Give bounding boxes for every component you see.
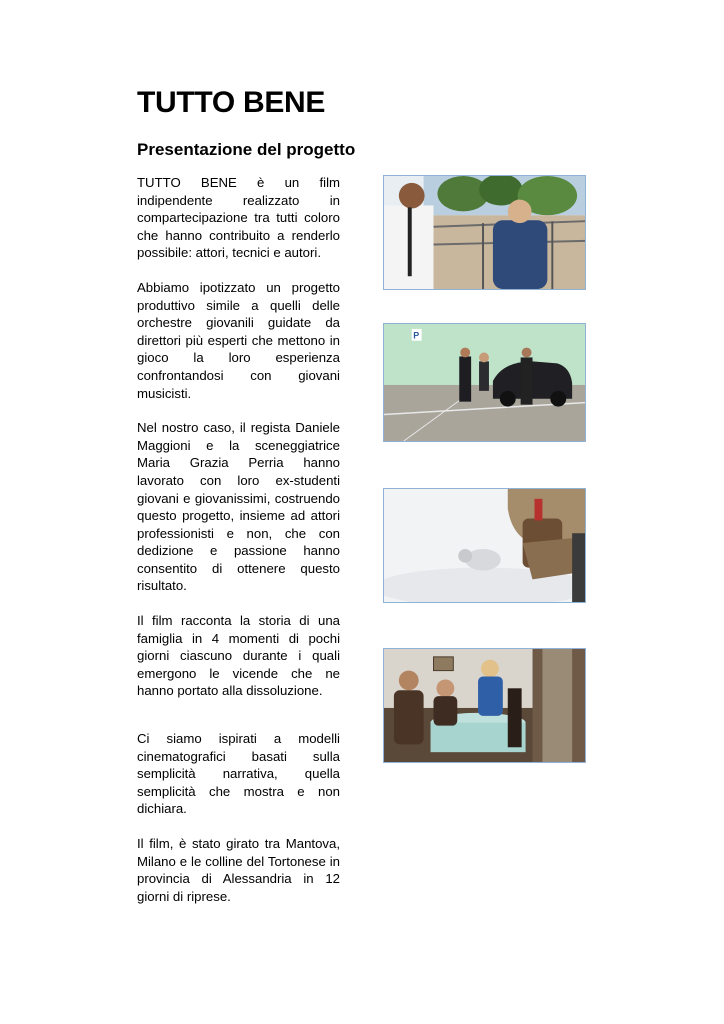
- paragraph-4: Il film racconta la storia di una famiglia in 4 momenti di pochi giorni ciascuno durante i quali emergono le vicende che ne hanno portato alla dissoluzione.: [137, 613, 340, 699]
- paragraph-3: Nel nostro caso, il regista Daniele Maggioni e la sceneggiatrice Maria Grazia Perria hanno lavorato con loro ex-studenti giovani e giovanissimi, costruendo questo progetto, insieme ad attori professionisti e non, che con dedizione e passione hanno consentito di ottenere questo risultato.: [137, 420, 340, 594]
- body-text: [137, 174, 340, 922]
- photo-snow-scene: [383, 488, 586, 603]
- photo-dinner-table: [383, 648, 586, 763]
- photo-two-men-by-railing: [383, 175, 586, 290]
- document-title: TUTTO BENE: [137, 86, 326, 119]
- paragraph-2: Abbiamo ipotizzato un progetto produttivo simile a quelli delle orchestre giovanili guidate da direttori più esperti che mettono in gioco la loro esperienza confrontandosi con giovani musicisti.: [137, 279, 340, 401]
- paragraph-5: Ci siamo ispirati a modelli cinematografici basati sulla semplicità narrativa, quella semplicità che mostra e non dichiara.: [137, 731, 340, 817]
- photo-parking-lot-car: [383, 323, 586, 442]
- section-heading: Presentazione del progetto: [137, 140, 356, 159]
- paragraph-6: Il film, è stato girato tra Mantova, Milano e le colline del Tortonese in provincia di Alessandria in 12 giorni di riprese.: [137, 836, 340, 904]
- paragraph-1: TUTTO BENE è un film indipendente realizzato in compartecipazione tra tutti coloro che hanno contribuito a renderlo possibile: attori, tecnici e autori.: [137, 175, 340, 261]
- parking-sign: P: [413, 330, 420, 341]
